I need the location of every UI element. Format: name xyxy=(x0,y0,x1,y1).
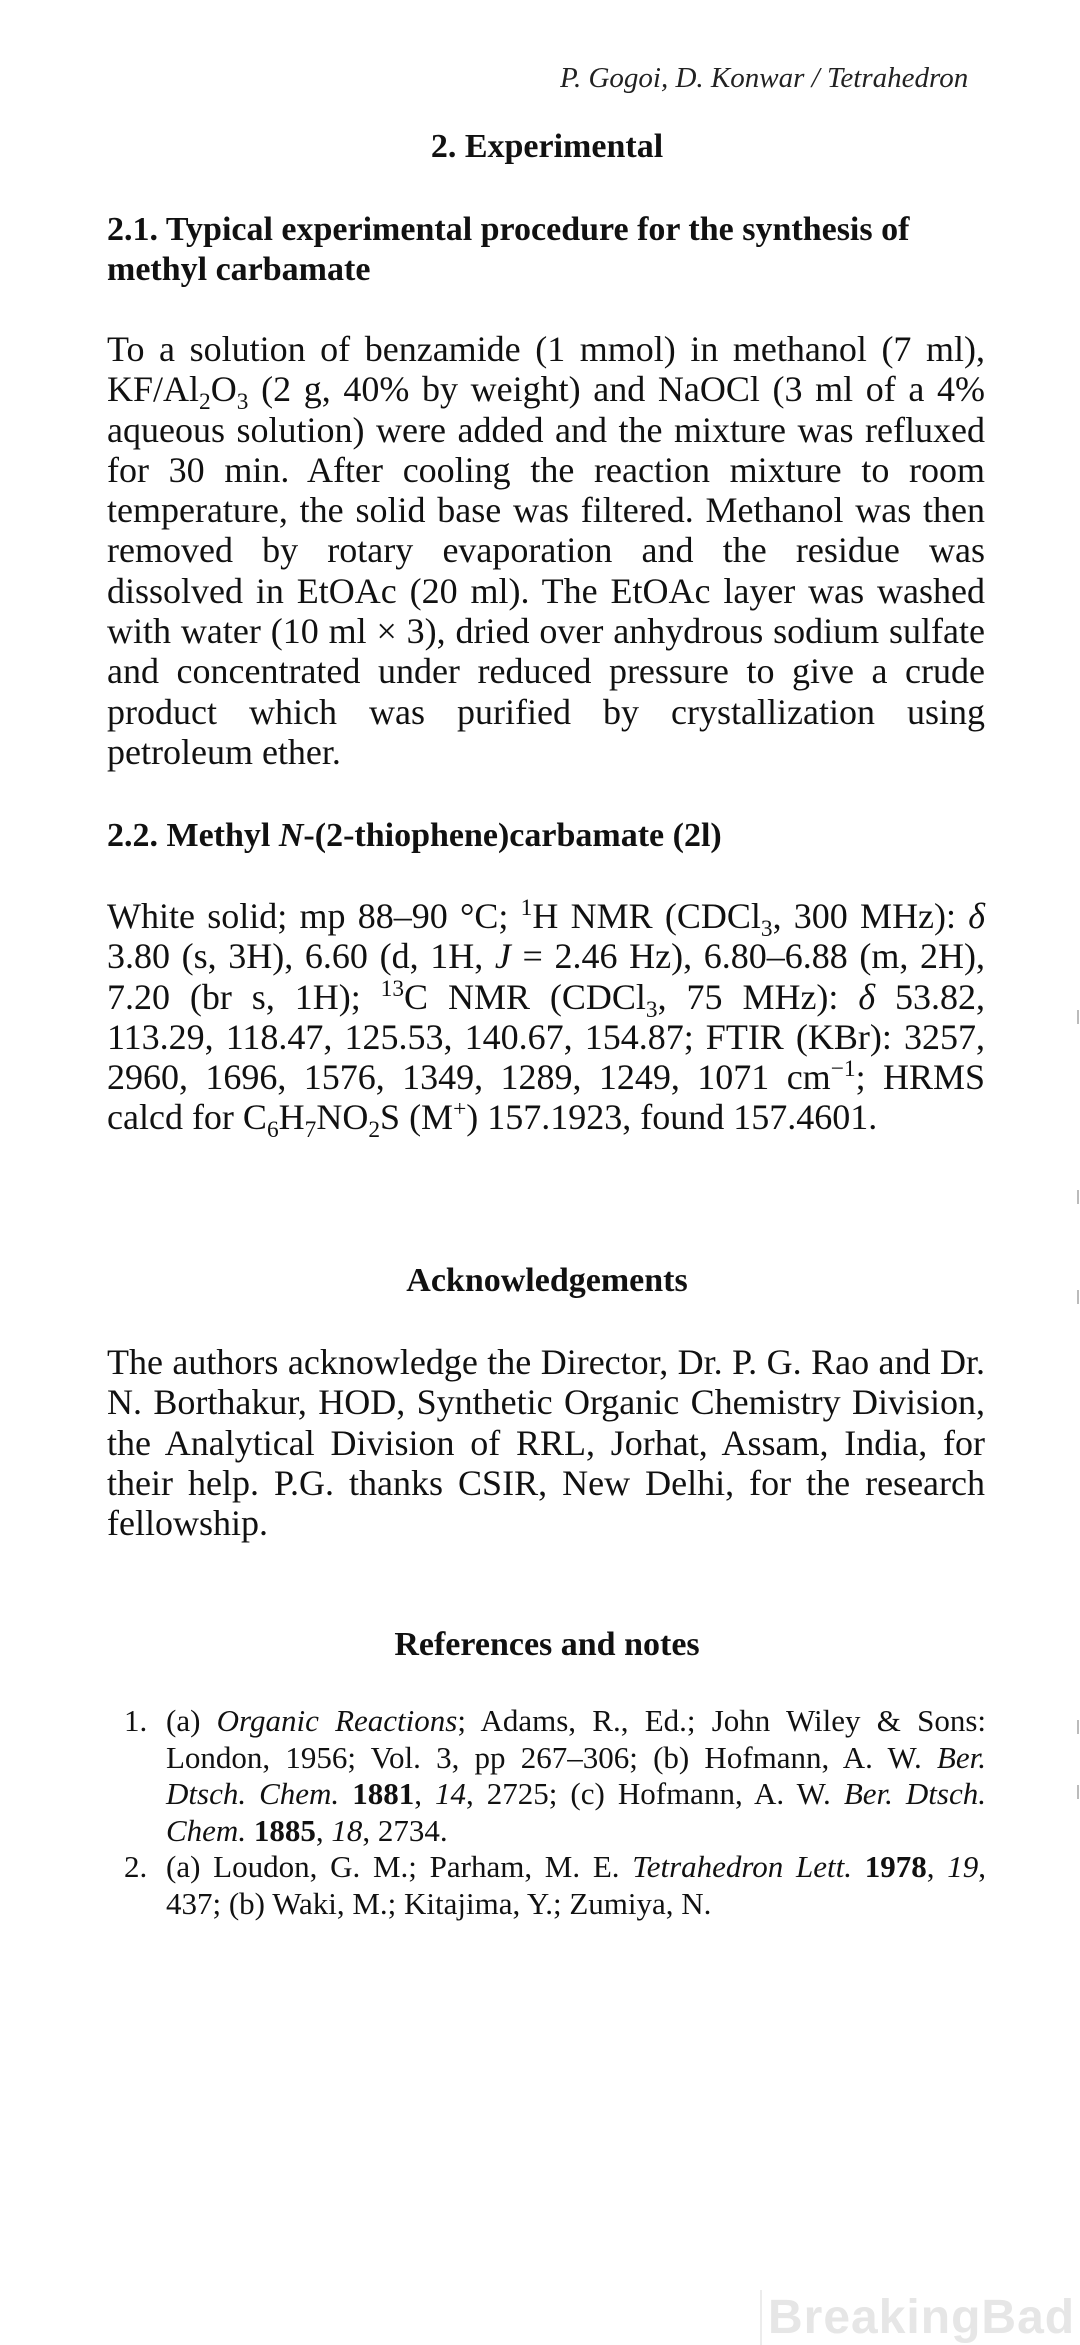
ref-segment: ; Adams, R., Ed.; John Wiley & Sons: London, 1956; Vol. 3, pp 267–306; (b) Hofmann, A. W. xyxy=(166,1703,987,1775)
superscript: + xyxy=(453,1096,467,1123)
ref-segment xyxy=(339,1776,352,1811)
procedure-text: O xyxy=(210,369,237,410)
ref-year: 1978 xyxy=(864,1849,927,1884)
ref-segment: , xyxy=(926,1849,948,1884)
ref-volume: 18 xyxy=(331,1812,363,1848)
ref-segment: , 2734. xyxy=(362,1812,448,1848)
acknowledgements-title: Acknowledgements xyxy=(406,1262,688,1299)
procedure-paragraph xyxy=(107,329,985,772)
data-text: H xyxy=(278,1097,305,1138)
edge-mark xyxy=(1077,1720,1079,1734)
data-text: NO xyxy=(316,1097,369,1138)
subscript: 7 xyxy=(304,1117,317,1144)
procedure-text: (2 g, 40% by weight) and NaOCl (3 ml of a 4% aqueous solution) were added and the mixture was refluxed for 30 min. After cooling the reaction mixture to room temperature, the solid base was filtered. Methanol was then removed by rotary evaporation and the residue was dissolved in EtOAc (20 ml). The EtOAc layer was washed with water (10 ml × 3), dried over anhydrous sodium sulfate and concentrated under reduced pressure to give a crude product which was purified by crystallization using petroleum ether. xyxy=(107,369,985,772)
ref-segment: (a) xyxy=(166,1703,217,1738)
ref-segment: , xyxy=(414,1776,435,1811)
reference-item xyxy=(124,1703,986,1849)
data-text: ; HRMS calcd for C xyxy=(107,1057,986,1138)
title-text: -(2-thiophene)carbamate (2l) xyxy=(303,817,722,854)
ref-segment: (a) Loudon, G. M.; Parham, M. E. xyxy=(166,1849,633,1884)
ref-segment xyxy=(852,1849,865,1884)
data-text: , 300 MHz): xyxy=(772,896,969,936)
watermark: BreakingBad xyxy=(760,2290,1075,2345)
ref-italic: Ber. Dtsch. Chem. xyxy=(166,1739,986,1811)
running-head: P. Gogoi, D. Konwar / Tetrahedron xyxy=(560,62,969,94)
reference-number: 1. xyxy=(124,1703,148,1738)
superscript: 1 xyxy=(520,895,533,921)
title-italic: N xyxy=(278,817,304,854)
subsection-title-2-1: 2.1. Typical experimental procedure for the synthesis of methyl carbamate xyxy=(107,211,910,288)
data-text: White solid; mp 88–90 °C; xyxy=(107,896,521,936)
references-title: References and notes xyxy=(394,1626,700,1663)
ref-year: 1881 xyxy=(352,1776,415,1811)
ref-segment: , 2725; (c) Hofmann, A. W. xyxy=(466,1776,844,1811)
ref-segment xyxy=(246,1813,254,1848)
subscript: 2 xyxy=(368,1117,381,1144)
subscript: 3 xyxy=(760,916,773,943)
edge-mark xyxy=(1077,1190,1079,1204)
procedure-text: To a solution of benzamide (1 mmol) in methanol (7 ml), KF/Al xyxy=(107,329,985,410)
subscript: 3 xyxy=(236,389,249,416)
title-text: 2.2. Methyl xyxy=(107,817,279,854)
acknowledgements-paragraph: The authors acknowledge the Director, Dr. P. G. Rao and Dr. N. Borthakur, HOD, Synthetic Organic Chemistry Division, the Analytical Division of RRL, Jorhat, Assam, India, for their help. P.G. thanks CSIR, New Delhi, for the research fellowship. xyxy=(107,1342,985,1544)
data-text: = 2.46 Hz), 6.80–6.88 (m, 2H), 7.20 (br s, 1H); xyxy=(107,936,985,1017)
delta-symbol: δ xyxy=(858,976,876,1017)
ref-italic: Organic Reactions xyxy=(216,1703,458,1738)
data-text: , 75 MHz): xyxy=(657,976,859,1017)
data-text: 3.80 (s, 3H), 6.60 (d, 1H, xyxy=(107,936,495,977)
data-text: S (M xyxy=(380,1097,454,1138)
superscript: 13 xyxy=(380,975,405,1002)
ref-italic: Ber. Dtsch. Chem. xyxy=(166,1776,986,1848)
section-title: 2. Experimental xyxy=(430,128,664,165)
coupling-constant-symbol: J xyxy=(494,936,511,977)
reference-list xyxy=(124,1703,986,1922)
subscript: 3 xyxy=(645,996,658,1023)
reference-text xyxy=(166,1849,986,1922)
edge-mark xyxy=(1077,1785,1079,1799)
reference-text xyxy=(166,1703,986,1849)
reference-item xyxy=(124,1849,986,1922)
ref-year: 1885 xyxy=(253,1812,316,1848)
edge-mark xyxy=(1077,1290,1079,1304)
ref-segment: , xyxy=(315,1812,332,1848)
subscript: 6 xyxy=(266,1117,279,1144)
superscript: −1 xyxy=(830,1056,856,1083)
ref-volume: 14 xyxy=(435,1776,466,1811)
edge-mark xyxy=(1077,1010,1079,1024)
ref-segment: , 437; (b) Waki, M.; Kitajima, Y.; Zumiya, N. xyxy=(166,1849,987,1921)
characterization-paragraph xyxy=(107,895,986,1144)
subsection-title-2-2 xyxy=(107,816,1007,856)
ref-volume: 19 xyxy=(947,1849,979,1884)
delta-symbol: δ xyxy=(968,896,986,936)
subscript: 2 xyxy=(199,389,211,416)
ref-italic: Tetrahedron Lett. xyxy=(632,1849,853,1884)
data-text: 53.82, 113.29, 118.47, 125.53, 140.67, 154.87; FTIR (KBr): 3257, 2960, 1696, 1576, 1349, 1289, 1249, 1071 cm xyxy=(107,976,985,1098)
data-text: C NMR (CDCl xyxy=(404,976,646,1017)
data-text: H NMR (CDCl xyxy=(532,896,761,936)
reference-number: 2. xyxy=(124,1849,148,1884)
data-text: ) 157.1923, found 157.4601. xyxy=(466,1097,878,1138)
